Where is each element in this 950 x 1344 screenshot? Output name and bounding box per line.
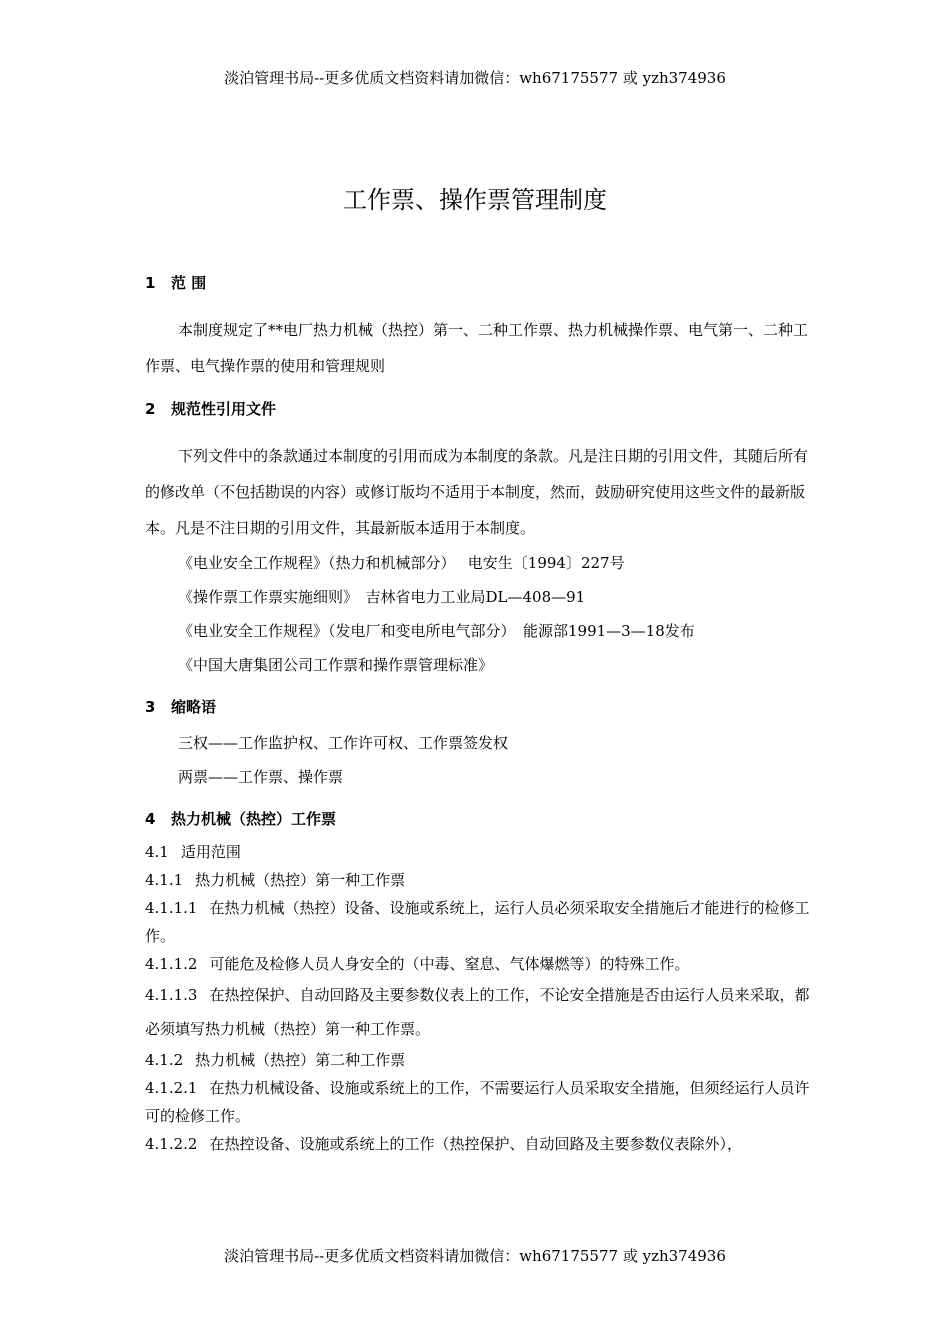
section-number: 1: [145, 274, 156, 292]
clause-number: 4.1.1.1: [145, 899, 198, 917]
clause-item: [145, 866, 810, 894]
document-title: 工作票、操作票管理制度: [343, 186, 607, 214]
document-body: [145, 272, 810, 1158]
section-1-heading: [145, 272, 810, 294]
clause-text: 在热力机械设备、设施或系统上的工作，不需要运行人员采取安全措施，但须经运行人员许可的检修工作。: [145, 1079, 810, 1125]
section-2-paragraph: 下列文件中的条款通过本制度的引用而成为本制度的条款。凡是注日期的引用文件，其随后所有的修改单（不包括勘误的内容）或修订版均不适用于本制度，然而，鼓励研究使用这些文件的最新版本。凡是不注日期的引用文件，其最新版本适用于本制度。: [145, 447, 809, 537]
page-header: 淡泊管理书局--更多优质文档资料请加微信：wh67175577 或 yzh374936: [224, 69, 726, 87]
page-footer: 淡泊管理书局--更多优质文档资料请加微信：wh67175577 或 yzh374936: [224, 1247, 726, 1265]
section-3-heading: [145, 696, 810, 718]
clause-item: [145, 1046, 810, 1074]
section-number: 4: [145, 810, 156, 828]
clause-item: [145, 978, 810, 1046]
clause-item: [145, 838, 810, 866]
clause-text: 热力机械（热控）第二种工作票: [195, 1051, 406, 1069]
reference-item: 《操作票工作票实施细则》 吉林省电力工业局DL—408—91: [178, 588, 586, 606]
clause-text: 在热力机械（热控）设备、设施或系统上，运行人员必须采取安全措施后才能进行的检修工作。: [145, 899, 810, 945]
clause-number: 4.1.1.3: [145, 986, 198, 1004]
clause-number: 4.1.2.2: [145, 1135, 198, 1153]
reference-item: 《电业安全工作规程》（热力和机械部分） 电安生〔1994〕227号: [178, 554, 625, 572]
reference-item: 《中国大唐集团公司工作票和操作票管理标准》: [178, 656, 494, 674]
clause-item: [145, 950, 810, 978]
section-title: 缩略语: [171, 698, 217, 716]
clause-item: [145, 1074, 810, 1130]
abbreviation-item: 三权——工作监护权、工作许可权、工作票签发权: [178, 734, 509, 752]
section-title: 规范性引用文件: [171, 400, 277, 418]
section-title: 范 围: [171, 274, 207, 292]
section-2-heading: [145, 398, 810, 420]
reference-item: 《电业安全工作规程》（发电厂和变电所电气部分） 能源部1991—3—18发布: [178, 622, 695, 640]
clause-item: [145, 894, 810, 950]
abbreviation-item: 两票——工作票、操作票: [178, 768, 344, 786]
clause-text: 在热控保护、自动回路及主要参数仪表上的工作，不论安全措施是否由运行人员来采取，都必须填写热力机械（热控）第一种工作票。: [145, 986, 810, 1038]
section-1-paragraph: 本制度规定了**电厂热力机械（热控）第一、二种工作票、热力机械操作票、电气第一、二种工作票、电气操作票的使用和管理规则: [145, 321, 809, 375]
clause-number: 4.1.1.2: [145, 955, 198, 973]
clause-number: 4.1.1: [145, 871, 184, 889]
clause-number: 4.1.2: [145, 1051, 184, 1069]
clause-text: 可能危及检修人员人身安全的（中毒、窒息、气体爆燃等）的特殊工作。: [209, 955, 690, 973]
clause-number: 4.1: [145, 843, 169, 861]
section-number: 2: [145, 400, 156, 418]
section-title: 热力机械（热控）工作票: [171, 810, 337, 828]
clause-text: 热力机械（热控）第一种工作票: [195, 871, 406, 889]
clause-number: 4.1.2.1: [145, 1079, 198, 1097]
clause-text: 适用范围: [180, 843, 241, 861]
clause-item: [145, 1130, 810, 1158]
section-4-heading: [145, 808, 810, 830]
clause-text: 在热控设备、设施或系统上的工作（热控保护、自动回路及主要参数仪表除外），: [209, 1135, 742, 1153]
section-number: 3: [145, 698, 156, 716]
